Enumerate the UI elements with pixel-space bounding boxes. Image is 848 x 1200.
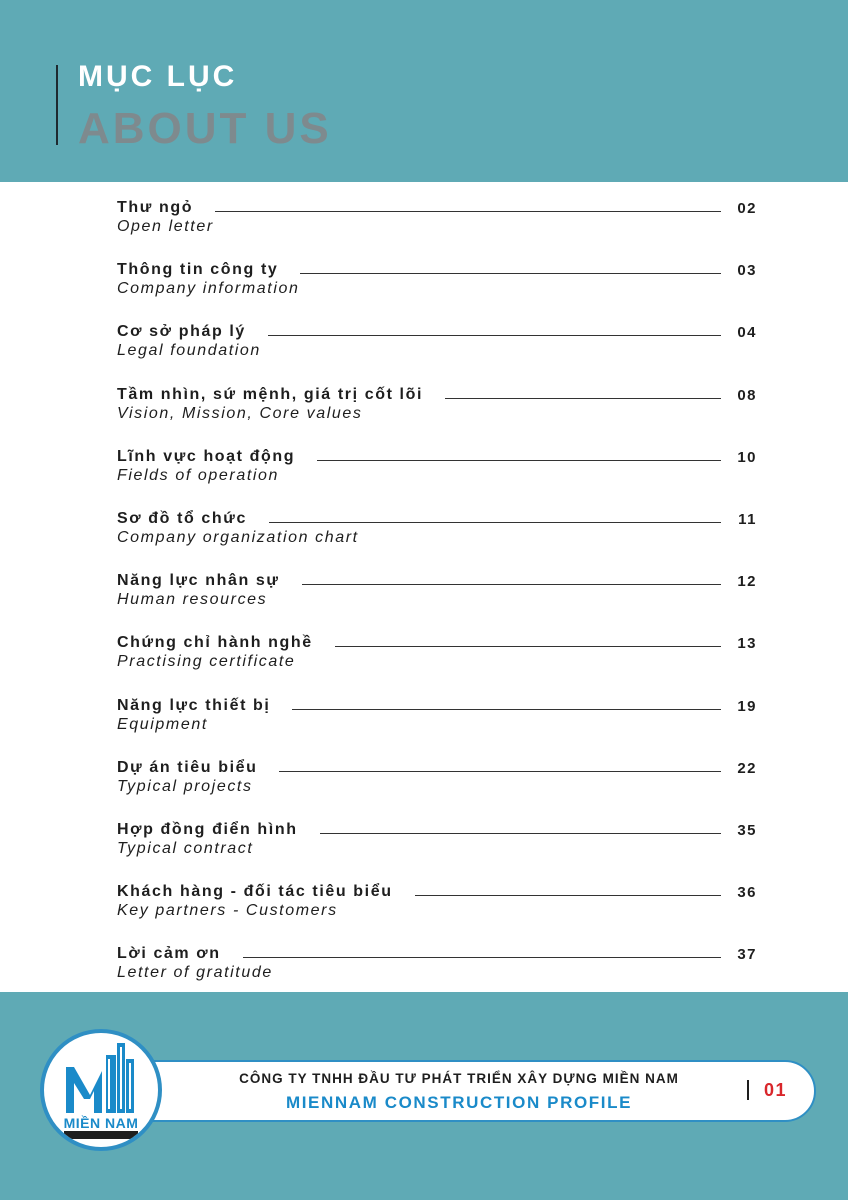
toc-leader-rule — [300, 273, 721, 274]
toc-item[interactable] — [117, 257, 757, 319]
toc-title-en: Vision, Mission, Core values — [117, 404, 363, 422]
company-logo — [40, 1029, 162, 1151]
toc-page-number: 35 — [737, 821, 757, 839]
toc-title-en: Practising certificate — [117, 653, 296, 671]
page-number-separator — [747, 1080, 749, 1100]
page-title-en: ABOUT US — [78, 104, 332, 153]
toc-title-vi: Lời cảm ơn — [117, 945, 221, 963]
toc-page-number: 10 — [737, 448, 757, 466]
toc-page-number: 04 — [737, 324, 757, 342]
toc-title-en: Fields of operation — [117, 466, 280, 484]
toc-title-vi: Tầm nhìn, sứ mệnh, giá trị cốt lõi — [117, 385, 424, 403]
toc-item[interactable] — [117, 817, 757, 879]
toc-item[interactable] — [117, 319, 757, 381]
company-name-en: MIENNAM CONSTRUCTION PROFILE — [285, 1093, 633, 1112]
toc-title-en: Legal foundation — [117, 342, 261, 360]
toc-title-vi: Khách hàng - đối tác tiêu biểu — [117, 883, 393, 901]
logo-wordmark: MIỀN NAM — [63, 1115, 139, 1131]
toc-page-number: 08 — [737, 386, 757, 404]
toc-title-en: Typical contract — [117, 839, 254, 857]
toc-title-en: Company organization chart — [117, 528, 359, 546]
toc-leader-rule — [268, 335, 721, 336]
toc-title-en: Equipment — [117, 715, 208, 733]
table-of-contents — [117, 195, 757, 1003]
toc-leader-rule — [215, 211, 721, 212]
toc-item[interactable] — [117, 382, 757, 444]
toc-leader-rule — [292, 709, 721, 710]
toc-item[interactable] — [117, 755, 757, 817]
page-number: 01 — [764, 1080, 788, 1100]
toc-leader-rule — [243, 957, 721, 958]
company-name-vi: CÔNG TY TNHH ĐẦU TƯ PHÁT TRIỂN XÂY DỰNG MIỀN NAM — [239, 1071, 679, 1086]
toc-item[interactable] — [117, 444, 757, 506]
toc-title-en: Human resources — [117, 591, 268, 609]
toc-title-en: Open letter — [117, 218, 214, 235]
toc-title-en: Key partners - Customers — [117, 902, 338, 920]
toc-item[interactable] — [117, 506, 757, 568]
toc-leader-rule — [317, 460, 721, 461]
toc-item[interactable] — [117, 568, 757, 630]
toc-leader-rule — [302, 584, 721, 585]
toc-page-number: 19 — [737, 697, 757, 715]
toc-page-number: 37 — [737, 946, 757, 964]
toc-page-number: 02 — [737, 200, 757, 217]
toc-item[interactable] — [117, 195, 757, 257]
toc-leader-rule — [415, 895, 721, 896]
toc-title-vi: Thư ngỏ — [117, 199, 194, 216]
toc-item[interactable] — [117, 879, 757, 941]
toc-title-vi: Năng lực nhân sự — [117, 572, 280, 590]
toc-leader-rule — [269, 522, 721, 523]
toc-item[interactable] — [117, 693, 757, 755]
toc-leader-rule — [320, 833, 721, 834]
toc-page-number: 12 — [737, 573, 757, 591]
toc-title-en: Letter of gratitude — [117, 964, 273, 982]
toc-title-vi: Năng lực thiết bị — [117, 696, 271, 714]
toc-item[interactable] — [117, 630, 757, 692]
toc-page-number: 03 — [737, 262, 757, 280]
toc-leader-rule — [445, 398, 721, 399]
toc-title-vi: Dự án tiêu biểu — [117, 758, 258, 776]
toc-title-vi: Sơ đồ tổ chức — [117, 509, 247, 527]
toc-page-number: 36 — [737, 884, 757, 902]
toc-title-en: Typical projects — [117, 777, 253, 795]
toc-title-vi: Cơ sở pháp lý — [117, 323, 246, 341]
page-title-vi: MỤC LỤC — [78, 60, 238, 93]
toc-leader-rule — [279, 771, 721, 772]
toc-title-vi: Hợp đồng điển hình — [117, 820, 298, 838]
logo-subtext-strip — [64, 1131, 138, 1139]
toc-page-number: 13 — [737, 635, 757, 653]
title-accent-bar — [56, 65, 58, 145]
toc-title-en: Company information — [117, 280, 300, 298]
toc-title-vi: Chứng chỉ hành nghề — [117, 634, 313, 652]
toc-title-vi: Lĩnh vực hoạt động — [117, 447, 296, 465]
toc-leader-rule — [335, 646, 721, 647]
toc-page-number: 22 — [737, 759, 757, 777]
toc-page-number: 11 — [738, 510, 757, 528]
toc-title-vi: Thông tin công ty — [117, 261, 279, 279]
